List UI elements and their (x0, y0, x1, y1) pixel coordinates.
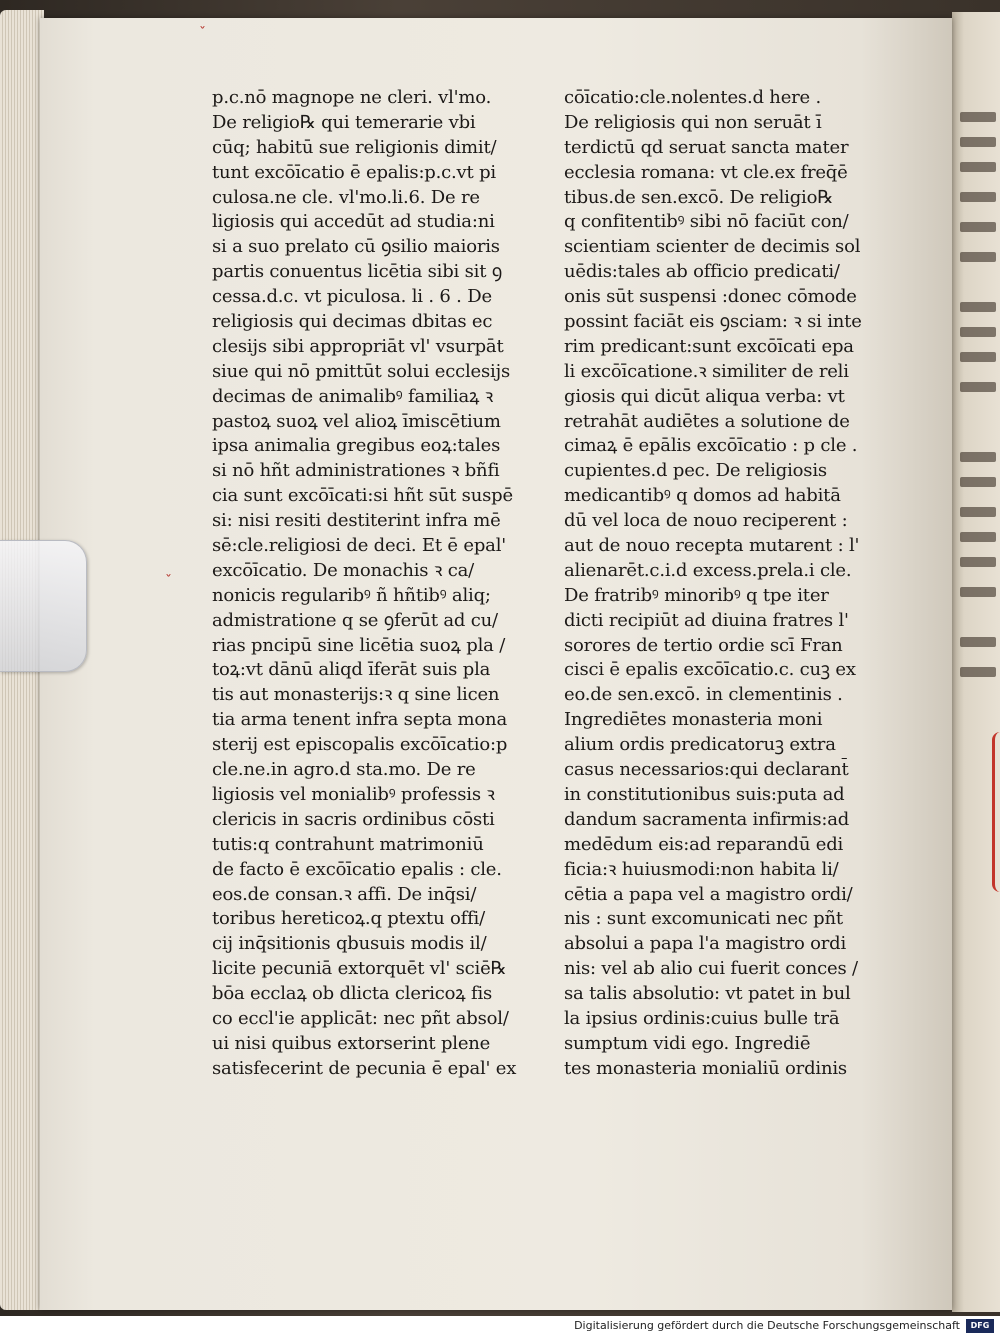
text-line: excōīcatio. De monachis ꝛ ca/ (212, 559, 475, 581)
text-line: cisci ē epalis excōīcatio.c. cuꝫ ex (564, 659, 856, 681)
text-line: ecclesia romana: vt cle.ex freq̄ē (564, 161, 848, 183)
text-line: cessa.d.c. vt piculosa. li . 6 . De (212, 286, 492, 308)
facing-page-text-fragment (960, 252, 996, 262)
text-line: ligiosis qui accedūt ad studia:ni (212, 211, 495, 233)
text-line: de facto ē excōīcatio epalis : cle. (212, 858, 502, 880)
text-line: dū vel loca de nouo reciperent : (564, 510, 848, 532)
facing-page-text-fragment (960, 587, 996, 597)
text-line: De religio℞ qui temerarie vbi (212, 111, 476, 133)
text-line: cupientes.d pec. De religiosis (564, 460, 827, 482)
text-column-left (212, 86, 542, 1082)
text-line: co eccl'ie applicāt: nec pñt absol/ (212, 1007, 509, 1029)
text-line: satisfecerint de pecunia ē epal' ex (212, 1057, 517, 1079)
text-line: retrahāt audiētes a solutione de (564, 410, 850, 432)
facing-page-text-fragment (960, 637, 996, 647)
text-line: cōīcatio:cle.nolentes.d here . (564, 87, 822, 108)
text-line: De fratribꝰ minoribꝰ q tpe iter (564, 584, 829, 606)
text-line: ligiosis vel monialibꝰ professis ꝛ (212, 783, 495, 805)
text-line: tes monasteria monialiū ordinis (564, 1057, 847, 1079)
text-line: bōa ecclaꝝ ob dlicta clericoꝝ fis (212, 983, 493, 1005)
text-line: cētia a papa vel a magistro ordi/ (564, 883, 853, 905)
text-line: De religiosis qui non seruāt ī (564, 111, 822, 133)
funding-notice: Digitalisierung gefördert durch die Deutsche Forschungsgemeinschaft (574, 1319, 960, 1332)
facing-page-text-fragment (960, 507, 996, 517)
text-line: medicantibꝰ q domos ad habitā (564, 485, 841, 507)
text-line: sorores de tertio ordie scī Fran (564, 634, 843, 656)
text-line: rim predicant:sunt excōīcati epa (564, 335, 854, 357)
text-line: cle.ne.in agro.d sta.mo. De re (212, 759, 476, 781)
text-line: sa talis absolutio: vt patet in bul (564, 983, 851, 1005)
text-column-right (564, 86, 894, 1082)
text-line: ui nisi quibus extorserint plene (212, 1032, 491, 1054)
text-line: casus necessarios:qui declarant̄ (564, 759, 849, 781)
text-line: sumptum vidi ego. Ingrediē (564, 1032, 811, 1054)
text-line: si nō hñt administrationes ꝛ bñfi (212, 460, 500, 482)
text-line: alienarēt.c.i.d excess.prela.i cle. (564, 559, 852, 581)
text-line: eo.de sen.excō. in clementinis . (564, 684, 843, 706)
text-line: culosa.ne cle. vl'mo.li.6. De re (212, 186, 480, 208)
text-line: si: nisi resiti destiterint infra mē (212, 510, 501, 532)
text-line: cūq; habitū sue religionis dimit/ (212, 136, 497, 158)
page-clip (0, 540, 87, 672)
text-line: nis: vel ab alio cui fuerit conces / (564, 958, 858, 980)
text-line: onis sūt suspensi :donec cōmode (564, 286, 857, 308)
facing-page-text-fragment (960, 222, 996, 232)
text-line: cia sunt excōīcati:si hñt sūt suspē (212, 485, 513, 507)
text-line: rias pncipū sine licētia suoꝝ pla / (212, 634, 506, 656)
text-line: uēdis:tales ab officio predicati/ (564, 261, 840, 283)
text-line: in constitutionibus suis:puta ad (564, 783, 845, 805)
text-line: terdictū qd seruat sancta mater (564, 136, 849, 158)
facing-page-red-mark (992, 732, 1000, 892)
text-line: tunt excōīcatio ē epalis:p.c.vt pi (212, 161, 496, 183)
text-line: giosis qui dicūt aliqua verba: vt (564, 385, 845, 407)
facing-page-text-fragment (960, 382, 996, 392)
text-line: admistratione q se ꝯferūt ad cu/ (212, 609, 498, 631)
text-line: scientiam scienter de decimis sol (564, 236, 861, 258)
facing-page-text-fragment (960, 532, 996, 542)
text-line: pastoꝝ suoꝝ vel alioꝝ īmiscētium (212, 410, 501, 432)
text-line: tis aut monasterijs:ꝛ q sine licen (212, 684, 500, 706)
text-line: p.c.nō magnope ne cleri. vl'mo. (212, 87, 492, 108)
text-line: li excōīcatione.ꝛ similiter de reli (564, 360, 849, 382)
text-line: medēdum eis:ad reparandū edi (564, 833, 844, 855)
text-line: nis : sunt excomunicati nec pñt (564, 908, 843, 930)
text-line: absolui a papa l'a magistro ordi (564, 933, 847, 955)
facing-page-text-fragment (960, 477, 996, 487)
text-line: toribus hereticoꝝ.q ptextu offi/ (212, 908, 485, 930)
text-line: ipsa animalia gregibus eoꝝ:tales (212, 435, 501, 457)
facing-page-text-fragment (960, 327, 996, 337)
text-line: tia arma tenent infra septa mona (212, 709, 507, 731)
facing-page-text-fragment (960, 137, 996, 147)
margin-red-mark: ˇ (165, 573, 172, 589)
text-line: decimas de animalibꝰ familiaꝝ ꝛ (212, 385, 494, 407)
text-line: sē:cle.religiosi de deci. Et ē epal' (212, 535, 507, 557)
text-line: Ingrediētes monasteria moni (564, 709, 823, 731)
text-line: possint faciāt eis ꝯsciam: ꝛ si inte (564, 311, 862, 333)
text-line: eos.de consan.ꝛ affi. De inq̄si/ (212, 883, 477, 905)
text-line: alium ordis predicatoruꝫ extra (564, 734, 836, 756)
text-line: nonicis regularibꝰ ñ hñtibꝰ aliq; (212, 584, 491, 606)
facing-page (952, 12, 1000, 1312)
dfg-logo: DFG (966, 1319, 994, 1333)
text-line: siue qui nō pmittūt solui ecclesijs (212, 360, 511, 382)
text-line: toꝝ:vt dānū aliqd īferāt suis pla (212, 659, 491, 681)
facing-page-text-fragment (960, 192, 996, 202)
facing-page-text-fragment (960, 302, 996, 312)
margin-red-mark: ˇ (199, 25, 206, 41)
text-line: tibus.de sen.excō. De religio℞ (564, 186, 834, 208)
facing-page-text-fragment (960, 667, 996, 677)
text-line: partis conuentus licētia sibi sit ꝯ (212, 261, 503, 283)
text-line: religiosis qui decimas dbitas ec (212, 311, 493, 333)
text-line: si a suo prelato cū ꝯsilio maioris (212, 236, 500, 258)
text-line: dicti recipiūt ad diuina fratres l' (564, 609, 849, 631)
text-line: dandum sacramenta infirmis:ad (564, 808, 850, 830)
text-line: ficia:ꝛ huiusmodi:non habita li/ (564, 858, 839, 880)
text-line: clericis in sacris ordinibus cōsti (212, 808, 495, 830)
facing-page-text-fragment (960, 452, 996, 462)
text-line: cij inq̄sitionis qbusuis modis il/ (212, 933, 487, 955)
text-line: sterij est episcopalis excōīcatio:p (212, 734, 508, 756)
facing-page-text-fragment (960, 557, 996, 567)
text-line: la ipsius ordinis:cuius bulle trā (564, 1007, 840, 1029)
footer-bar (0, 1316, 1000, 1337)
text-line: licite pecuniā extorquēt vl' sciē℞ (212, 958, 507, 980)
facing-page-text-fragment (960, 352, 996, 362)
text-line: tutis:q contrahunt matrimoniū (212, 833, 484, 855)
facing-page-text-fragment (960, 162, 996, 172)
text-line: q confitentibꝰ sibi nō faciūt con/ (564, 211, 849, 233)
text-line: cimaꝝ ē epālis excōīcatio : p cle . (564, 435, 858, 457)
facing-page-text-fragment (960, 112, 996, 122)
text-line: aut de nouo recepta mutarent : l' (564, 535, 860, 557)
text-line: clesijs sibi appropriāt vl' vsurpāt (212, 335, 504, 357)
